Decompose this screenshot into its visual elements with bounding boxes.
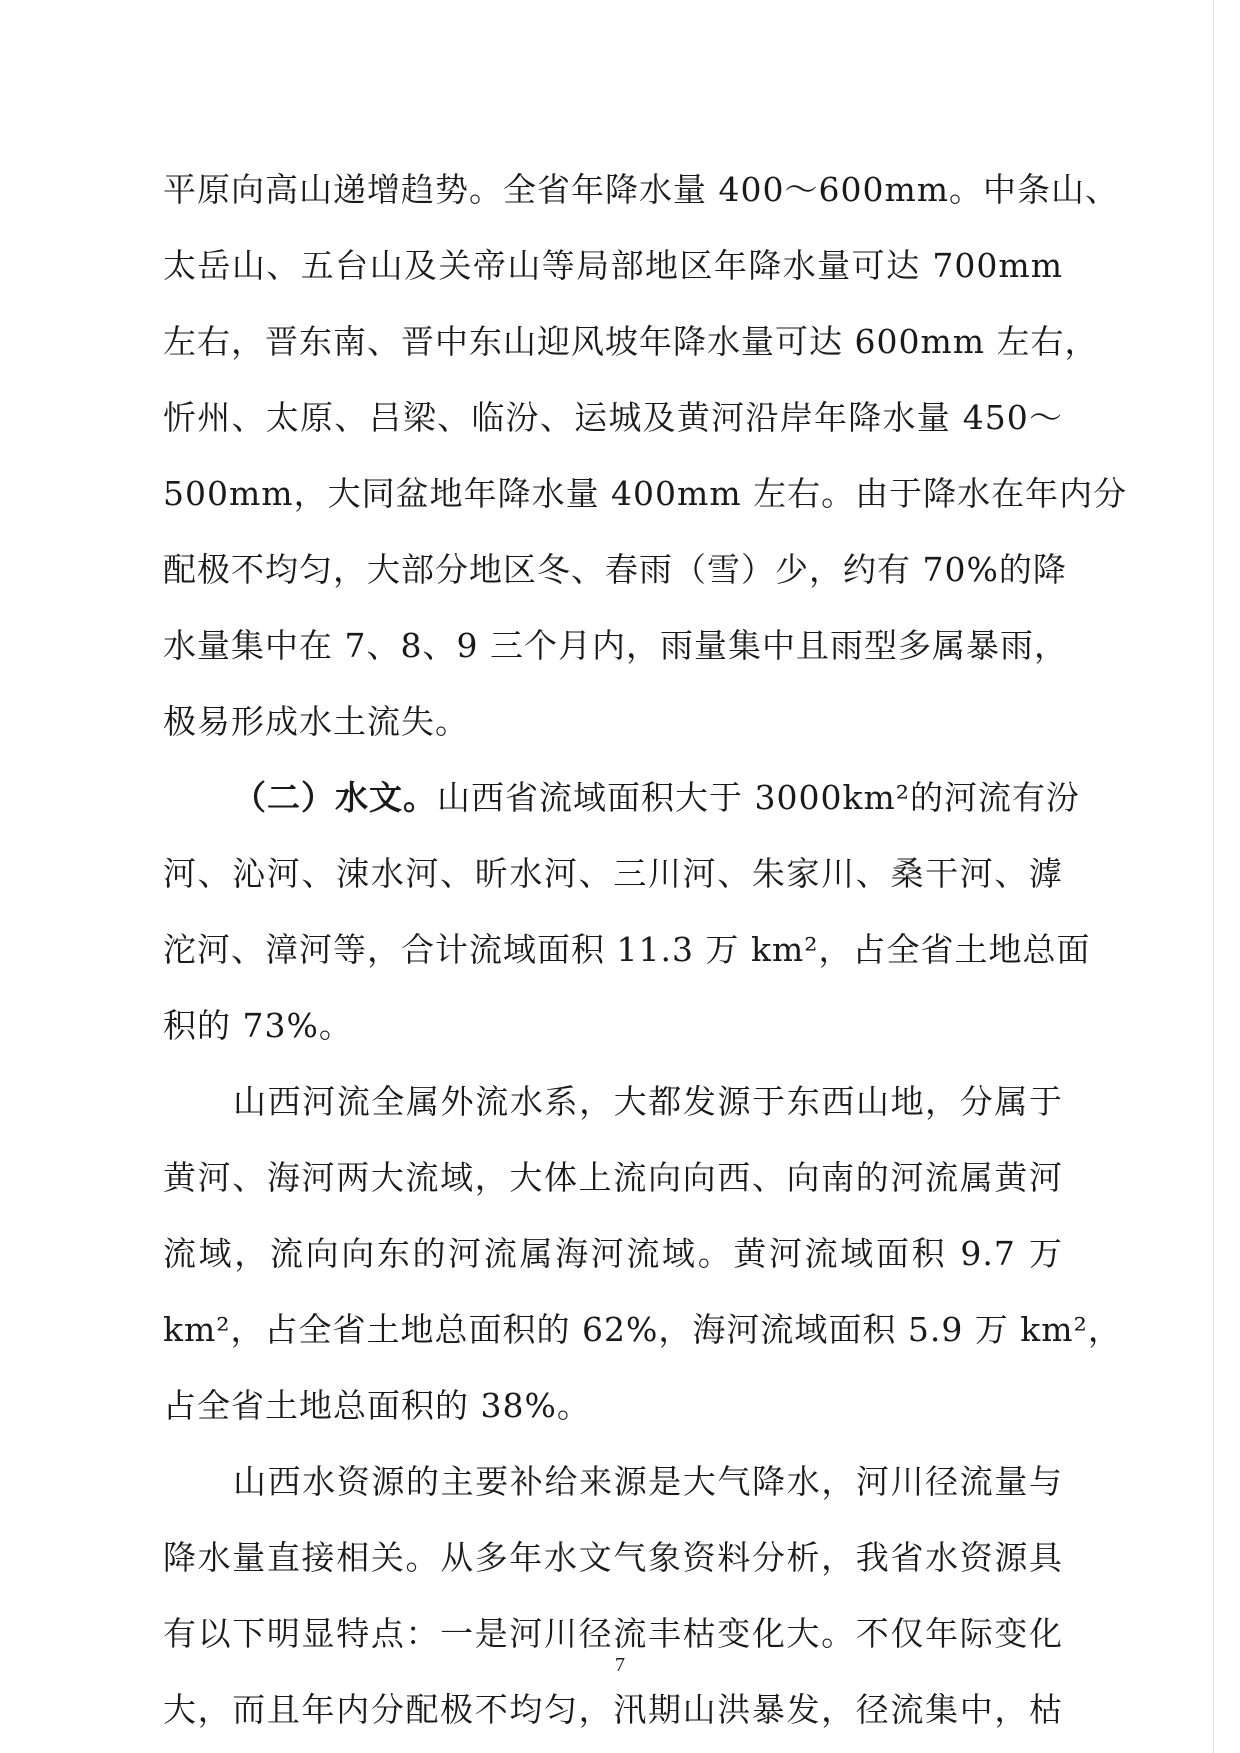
paragraph-1-line-7: 水量集中在 7、8、9 三个月内，雨量集中且雨型多属暴雨， (163, 626, 1068, 665)
paragraph-3-line-2: 黄河、海河两大流域，大体上流向向西、向南的河流属黄河 (163, 1158, 1063, 1197)
paragraph-3-line-4: km²，占全省土地总面积的 62%，海河流域面积 5.9 万 km²， (163, 1310, 1122, 1349)
paragraph-1-line-3: 左右，晋东南、晋中东山迎风坡年降水量可达 600mm 左右， (163, 322, 1099, 361)
paragraph-1-line-6: 配极不均匀，大部分地区冬、春雨（雪）少，约有 70%的降 (163, 550, 1067, 589)
paragraph-4-line-2: 降水量直接相关。从多年水文气象资料分析，我省水资源具 (163, 1538, 1063, 1577)
scan-edge-line (1213, 0, 1214, 1753)
paragraph-4-line-1: 山西水资源的主要补给来源是大气降水，河川径流量与 (233, 1462, 1063, 1501)
paragraph-1-line-4: 忻州、太原、吕梁、临汾、运城及黄河沿岸年降水量 450～ (163, 398, 1063, 437)
paragraph-1-line-1: 平原向高山递增趋势。全省年降水量 400～600mm。中条山、 (163, 170, 1120, 209)
paragraph-1-line-8: 极易形成水土流失。 (163, 702, 469, 741)
paragraph-3-line-1: 山西河流全属外流水系，大都发源于东西山地，分属于 (233, 1082, 1063, 1121)
paragraph-3-line-5: 占全省土地总面积的 38%。 (163, 1386, 591, 1425)
paragraph-3-line-3: 流域，流向向东的河流属海河流域。黄河流域面积 9.7 万 (163, 1234, 1063, 1273)
hydrology-line-2: 河、沁河、涑水河、昕水河、三川河、朱家川、桑干河、滹 (163, 854, 1063, 893)
page-number: 7 (615, 1654, 625, 1676)
paragraph-1-line-2: 太岳山、五台山及关帝山等局部地区年降水量可达 700mm (163, 246, 1063, 285)
paragraph-1-line-5: 500mm，大同盆地年降水量 400mm 左右。由于降水在年内分 (163, 474, 1128, 513)
section-heading-hydrology: （二）水文。 (233, 778, 437, 817)
paragraph-4-line-3: 有以下明显特点：一是河川径流丰枯变化大。不仅年际变化 (163, 1614, 1063, 1653)
hydrology-first-line-text: 山西省流域面积大于 3000km²的河流有汾 (437, 778, 1080, 817)
hydrology-first-line (233, 778, 1080, 818)
paragraph-4-line-4: 大，而且年内分配极不均匀，汛期山洪暴发，径流集中，枯 (163, 1690, 1063, 1729)
hydrology-line-3: 沱河、漳河等，合计流域面积 11.3 万 km²，占全省土地总面 (163, 930, 1091, 969)
hydrology-line-4: 积的 73%。 (163, 1006, 353, 1045)
